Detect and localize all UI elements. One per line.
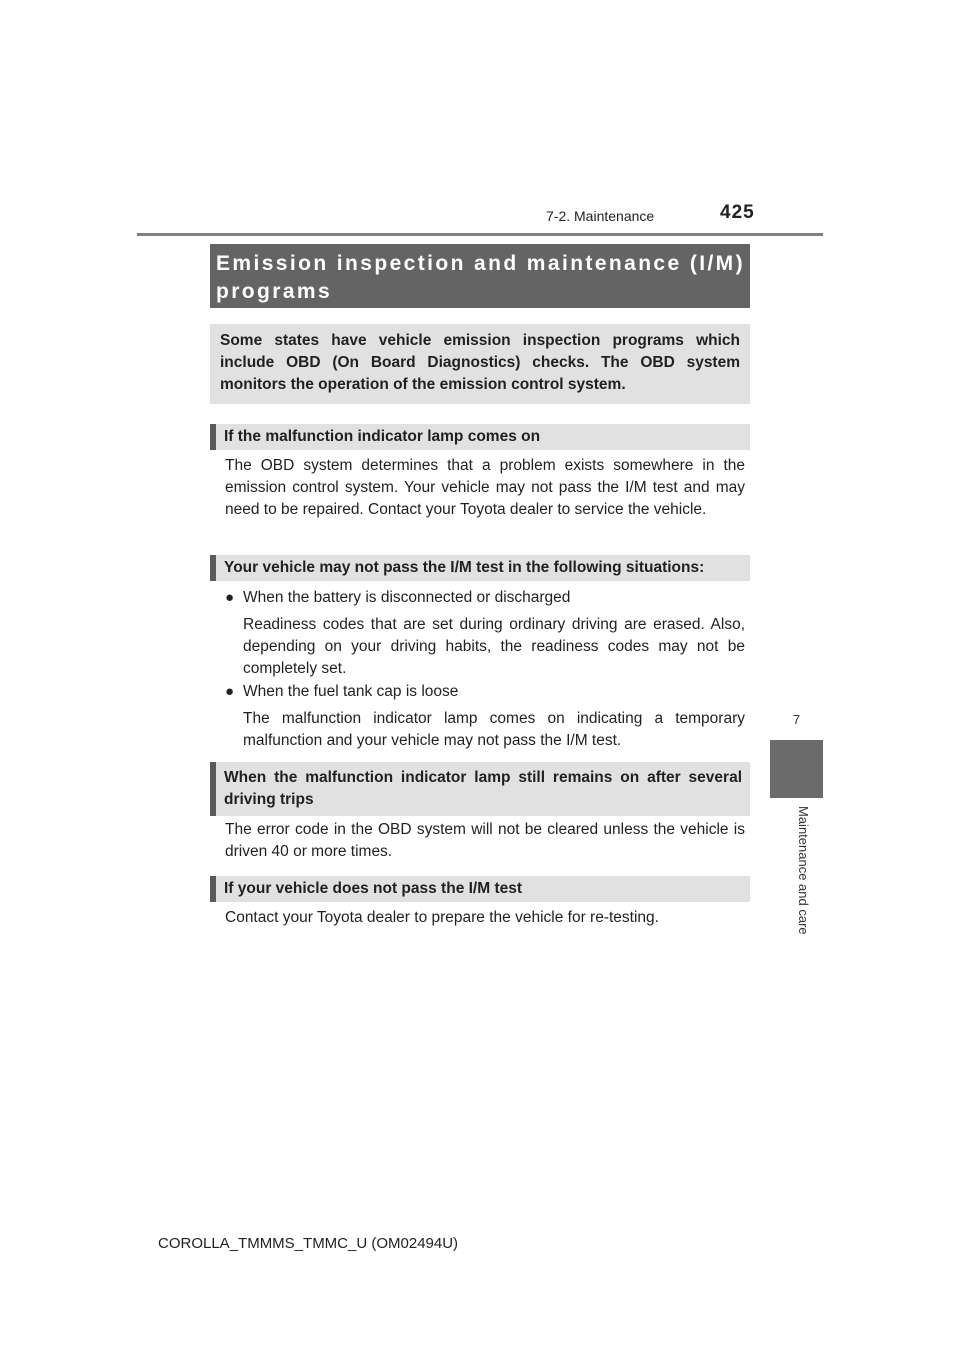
chapter-label: Maintenance and care bbox=[796, 806, 811, 935]
page-title: Emission inspection and maintenance (I/M) programs bbox=[216, 252, 745, 303]
intro-text: Some states have vehicle emission inspection programs which include OBD (On Board Diagnostics) checks. The OBD system monitors the operation of the emission control system. bbox=[220, 332, 740, 393]
chapter-tab bbox=[770, 740, 823, 798]
bullet-title: When the fuel tank cap is loose bbox=[243, 683, 459, 700]
bullet-body: The malfunction indicator lamp comes on indicating a temporary malfunction and your vehicle may not pass the I/M test. bbox=[243, 710, 745, 749]
subheading-malfunction-lamp bbox=[210, 424, 750, 450]
subheading-does-not-pass bbox=[210, 876, 750, 902]
subheading-text: If your vehicle does not pass the I/M test bbox=[224, 880, 523, 897]
bullet-title: When the battery is disconnected or discharged bbox=[243, 589, 571, 606]
page-title-box bbox=[210, 244, 750, 308]
subheading-may-not-pass bbox=[210, 555, 750, 581]
header-divider bbox=[137, 233, 823, 236]
bullet-icon: ● bbox=[225, 589, 235, 606]
intro-box bbox=[210, 324, 750, 404]
bullet-body: Readiness codes that are set during ordinary driving are erased. Also, depending on your driving habits, the readiness codes may not be completely set. bbox=[243, 616, 745, 677]
subheading-text: If the malfunction indicator lamp comes on bbox=[224, 428, 541, 445]
subheading-text: When the malfunction indicator lamp still remains on after several driving trips bbox=[224, 769, 742, 808]
footer-model-code: COROLLA_TMMMS_TMMC_U (OM02494U) bbox=[158, 1235, 459, 1252]
bullet-item bbox=[225, 681, 745, 703]
subheading-still-on bbox=[210, 762, 750, 816]
bullet-item bbox=[225, 587, 745, 609]
bullet-icon: ● bbox=[225, 683, 235, 700]
section-title: 7-2. Maintenance bbox=[546, 208, 655, 224]
paragraph-still-on: The error code in the OBD system will not be cleared unless the vehicle is driven 40 or more times. bbox=[225, 821, 745, 860]
page-number: 425 bbox=[720, 202, 755, 223]
chapter-number: 7 bbox=[792, 712, 801, 727]
subheading-text: Your vehicle may not pass the I/M test in the following situations: bbox=[224, 559, 705, 576]
paragraph-malfunction-lamp: The OBD system determines that a problem exists somewhere in the emission control system. Your vehicle may not pass the I/M test and may need to be repaired. Contact your Toyota dealer to service the vehicle. bbox=[225, 457, 745, 518]
paragraph-does-not-pass: Contact your Toyota dealer to prepare the vehicle for re-testing. bbox=[225, 909, 659, 926]
